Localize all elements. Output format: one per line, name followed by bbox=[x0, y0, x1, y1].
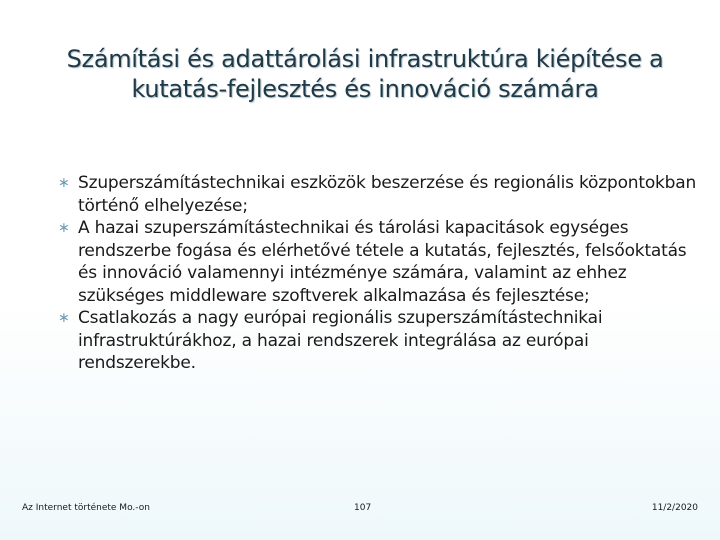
footer-page-number: 107 bbox=[354, 503, 372, 513]
bullet-text: Csatlakozás a nagy európai regionális szuperszámítástechnikai infrastruktúrákhoz, a hazai rendszerek integrálása az európai rendszerekbe. bbox=[78, 308, 603, 373]
list-item bbox=[58, 172, 698, 217]
asterisk-bullet-icon: ∗ bbox=[58, 175, 70, 191]
bullet-text: A hazai szuperszámítástechnikai és tárolási kapacitások egységes rendszerbe fogása és elérhetővé tétele a kutatás, fejlesztés, felsőoktatás és innováció valamennyi intézménye számára, valamint az ehhez szükséges middleware szoftverek alkalmazása és fejlesztése; bbox=[78, 218, 687, 306]
asterisk-bullet-icon: ∗ bbox=[58, 220, 70, 236]
list-item bbox=[58, 217, 698, 307]
title-line-1: Számítási és adattárolási infrastruktúra kiépítése a bbox=[66, 45, 664, 73]
title-line-2: kutatás-fejlesztés és innováció számára bbox=[131, 75, 599, 103]
footer-presentation-title: Az Internet története Mo.-on bbox=[22, 503, 150, 513]
bullet-text: Szuperszámítástechnikai eszközök beszerzése és regionális központokban történő elhelyezése; bbox=[78, 173, 697, 216]
list-item bbox=[58, 307, 698, 375]
slide-title bbox=[20, 44, 710, 104]
bullet-list bbox=[58, 172, 698, 375]
asterisk-bullet-icon: ∗ bbox=[58, 310, 70, 326]
footer-date: 11/2/2020 bbox=[651, 503, 698, 513]
